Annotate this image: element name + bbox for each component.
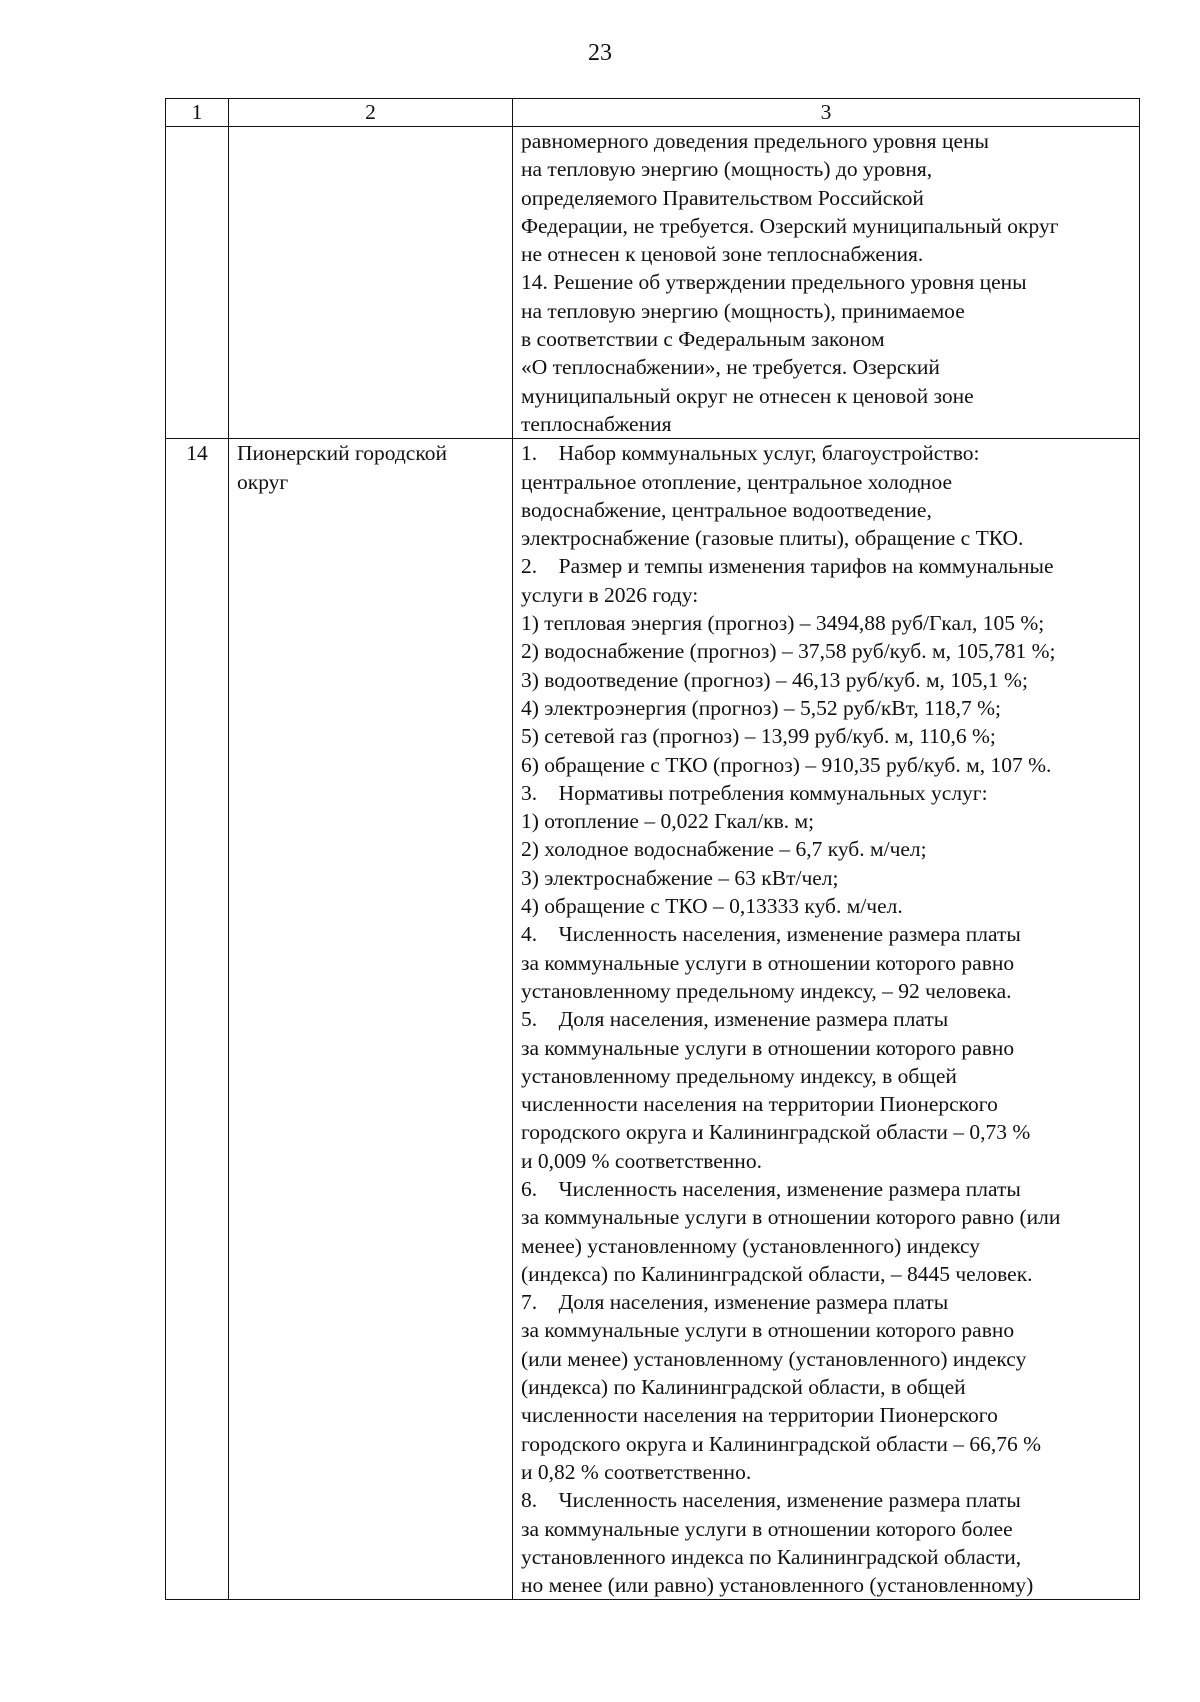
- table-row-14: [166, 439, 1140, 1600]
- text-line: 5. Доля населения, изменение размера платы: [521, 1007, 949, 1032]
- text-line: «О теплоснабжении», не требуется. Озерский: [521, 355, 940, 380]
- text-line: за коммунальные услуги в отношении которого равно: [521, 1318, 1015, 1343]
- text-line: 6. Численность населения, изменение размера платы: [521, 1176, 1021, 1201]
- text-line: водоснабжение, центральное водоотведение,: [521, 497, 932, 522]
- text-line: численности населения на территории Пионерского: [521, 1092, 998, 1117]
- text-line: на тепловую энергию (мощность) до уровня,: [521, 157, 933, 182]
- text-line: 2) холодное водоснабжение – 6,7 куб. м/чел;: [521, 837, 927, 862]
- text-line: муниципальный округ не отнесен к ценовой зоне: [521, 383, 974, 408]
- text-line: 6) обращение с ТКО (прогноз) – 910,35 руб/куб. м, 107 %.: [521, 752, 1052, 777]
- text-line: и 0,009 % соответственно.: [521, 1148, 762, 1173]
- text-line: за коммунальные услуги в отношении которого равно: [521, 1035, 1015, 1060]
- text-line: на тепловую энергию (мощность), принимаемое: [521, 298, 965, 323]
- text-line: (индекса) по Калининградской области, – 8445 человек.: [521, 1261, 1033, 1286]
- tariff-table: [165, 98, 1140, 1600]
- text-line: не отнесен к ценовой зоне теплоснабжения.: [521, 242, 924, 267]
- text-line: равномерного доведения предельного уровня цены: [521, 129, 989, 153]
- text-line: 4) электроэнергия (прогноз) – 5,52 руб/кВт, 118,7 %;: [521, 695, 1001, 720]
- text-line: в соответствии с Федеральным законом: [521, 327, 885, 352]
- table-row-continued: [166, 127, 1140, 439]
- row-number-cell: [166, 127, 229, 439]
- text-line: 14. Решение об утверждении предельного уровня цены: [521, 270, 1027, 295]
- header-col-2: 2: [229, 99, 513, 127]
- text-line: услуги в 2026 году:: [521, 582, 699, 607]
- text-line: 3) электроснабжение – 63 кВт/чел;: [521, 865, 839, 890]
- municipality-cell: [229, 439, 513, 1600]
- text-line: городского округа и Калининградской области – 0,73 %: [521, 1120, 1031, 1145]
- text-line: 8. Численность населения, изменение размера платы: [521, 1488, 1021, 1513]
- municipality-name-line: Пионерский городской: [237, 441, 447, 466]
- text-line: 2. Размер и темпы изменения тарифов на коммунальные: [521, 554, 1054, 579]
- text-line: 1) тепловая энергия (прогноз) – 3494,88 руб/Гкал, 105 %;: [521, 611, 1045, 636]
- text-line: 4. Численность населения, изменение размера платы: [521, 922, 1021, 947]
- municipality-name-line: округ: [237, 469, 289, 494]
- text-line: установленному предельному индексу, – 92 человека.: [521, 978, 1012, 1003]
- text-line: центральное отопление, центральное холодное: [521, 469, 952, 494]
- text-line: 3) водоотведение (прогноз) – 46,13 руб/куб. м, 105,1 %;: [521, 667, 1028, 692]
- text-line: за коммунальные услуги в отношении которого более: [521, 1516, 1013, 1541]
- text-line: определяемого Правительством Российской: [521, 185, 924, 210]
- text-line: но менее (или равно) установленного (установленному): [521, 1573, 1034, 1598]
- table-header-row: [166, 99, 1140, 127]
- municipality-cell: [229, 127, 513, 439]
- text-line: численности населения на территории Пионерского: [521, 1403, 998, 1428]
- text-line: 1. Набор коммунальных услуг, благоустройство:: [521, 441, 980, 466]
- text-line: (или менее) установленному (установленного) индексу: [521, 1346, 1027, 1371]
- text-line: электроснабжение (газовые плиты), обращение с ТКО.: [521, 526, 1024, 551]
- header-col-1: 1: [166, 99, 229, 127]
- text-line: за коммунальные услуги в отношении которого равно (или: [521, 1205, 1061, 1230]
- text-line: 4) обращение с ТКО – 0,13333 куб. м/чел.: [521, 894, 903, 919]
- text-line: установленному предельному индексу, в общей: [521, 1063, 957, 1088]
- row-number-cell: 14: [166, 439, 229, 1600]
- header-col-3: 3: [513, 99, 1140, 127]
- text-line: за коммунальные услуги в отношении которого равно: [521, 950, 1015, 975]
- text-line: 1) отопление – 0,022 Гкал/кв. м;: [521, 809, 815, 834]
- text-line: Федерации, не требуется. Озерский муниципальный округ: [521, 213, 1059, 238]
- text-line: теплоснабжения: [521, 411, 672, 436]
- text-line: 7. Доля населения, изменение размера платы: [521, 1290, 949, 1315]
- text-line: 2) водоснабжение (прогноз) – 37,58 руб/куб. м, 105,781 %;: [521, 639, 1056, 664]
- text-line: городского округа и Калининградской области – 66,76 %: [521, 1431, 1042, 1456]
- text-line: 5) сетевой газ (прогноз) – 13,99 руб/куб. м, 110,6 %;: [521, 724, 996, 749]
- text-line: 3. Нормативы потребления коммунальных услуг:: [521, 780, 988, 805]
- description-cell: [513, 439, 1140, 1600]
- page-number: 23: [588, 40, 612, 66]
- text-line: установленного индекса по Калининградской области,: [521, 1544, 1022, 1569]
- text-line: менее) установленному (установленного) индексу: [521, 1233, 981, 1258]
- text-line: и 0,82 % соответственно.: [521, 1459, 752, 1484]
- text-line: (индекса) по Калининградской области, в общей: [521, 1375, 966, 1400]
- description-cell: [513, 127, 1140, 439]
